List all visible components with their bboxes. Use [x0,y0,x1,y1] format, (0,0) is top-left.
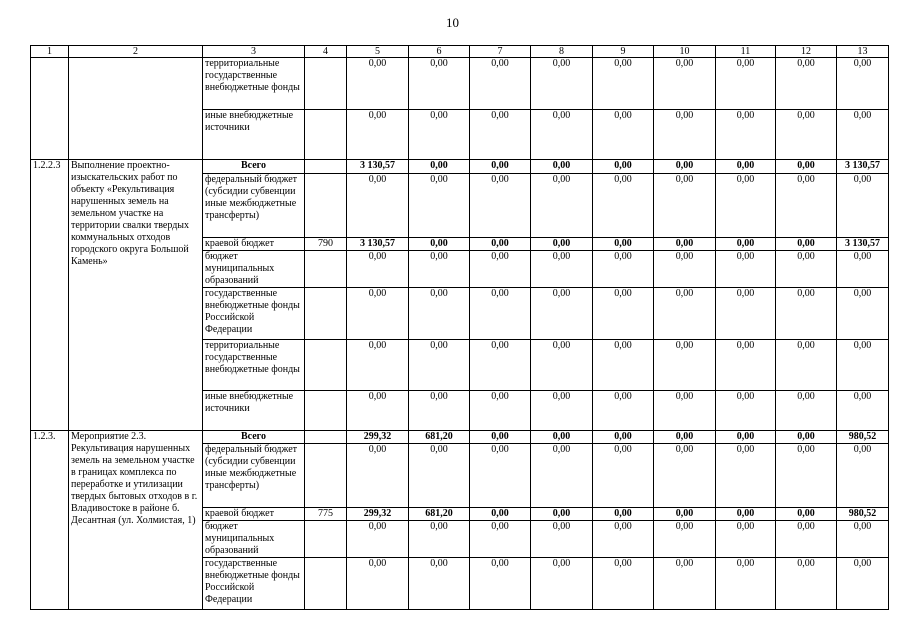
amount-cell: 0,00 [716,508,776,521]
amount-cell: 0,00 [716,391,776,431]
amount-cell: 0,00 [531,444,593,508]
amount-cell: 0,00 [409,160,470,174]
amount-cell: 0,00 [593,340,654,391]
budget-code [305,110,347,160]
budget-code: 775 [305,508,347,521]
amount-cell: 0,00 [593,391,654,431]
amount-cell: 0,00 [593,110,654,160]
amount-cell: 0,00 [716,340,776,391]
amount-cell: 0,00 [776,160,837,174]
amount-cell: 0,00 [776,110,837,160]
amount-cell: 0,00 [531,431,593,444]
amount-cell: 0,00 [716,431,776,444]
amount-cell: 0,00 [776,444,837,508]
column-header: 7 [470,46,531,58]
amount-cell: 0,00 [470,58,531,110]
amount-cell: 0,00 [837,58,889,110]
amount-cell: 0,00 [531,521,593,558]
amount-cell: 0,00 [470,431,531,444]
amount-cell: 0,00 [470,521,531,558]
amount-cell: 0,00 [409,58,470,110]
table-row [31,58,889,110]
amount-cell: 0,00 [716,558,776,610]
budget-table [30,45,889,610]
amount-cell: 0,00 [654,288,716,340]
amount-cell: 0,00 [347,174,409,238]
page-number: 10 [446,15,459,30]
amount-cell: 0,00 [776,431,837,444]
amount-cell: 0,00 [409,238,470,251]
amount-cell: 0,00 [470,444,531,508]
funding-source: бюджет муниципальных образований [203,521,305,558]
amount-cell: 0,00 [470,391,531,431]
funding-source: Всего [203,160,305,174]
amount-cell: 0,00 [347,251,409,288]
amount-cell: 0,00 [470,160,531,174]
amount-cell: 0,00 [716,174,776,238]
amount-cell: 0,00 [654,174,716,238]
amount-cell: 681,20 [409,508,470,521]
column-header: 2 [69,46,203,58]
amount-cell: 0,00 [593,58,654,110]
amount-cell: 0,00 [409,251,470,288]
amount-cell: 0,00 [776,58,837,110]
amount-cell: 0,00 [716,58,776,110]
budget-code [305,431,347,444]
amount-cell: 0,00 [409,174,470,238]
amount-cell: 980,52 [837,431,889,444]
column-header: 6 [409,46,470,58]
amount-cell: 0,00 [409,444,470,508]
amount-cell: 0,00 [654,558,716,610]
amount-cell: 0,00 [837,558,889,610]
amount-cell: 0,00 [716,288,776,340]
column-header: 11 [716,46,776,58]
amount-cell: 0,00 [531,110,593,160]
amount-cell: 0,00 [654,160,716,174]
amount-cell: 0,00 [716,521,776,558]
amount-cell: 0,00 [531,58,593,110]
amount-cell: 0,00 [837,251,889,288]
amount-cell: 0,00 [837,521,889,558]
amount-cell: 3 130,57 [837,238,889,251]
amount-cell: 0,00 [347,288,409,340]
amount-cell: 0,00 [470,340,531,391]
column-header: 13 [837,46,889,58]
table-row [31,160,889,174]
amount-cell: 0,00 [654,340,716,391]
amount-cell: 0,00 [593,431,654,444]
item-name: Мероприятие 2.3. Рекультивация нарушенных земель на земельном участке в границах комплекса по переработке и утилизации твердых бытовых отходов в г. Владивостоке в районе б. Десантная (ул. Холмистая, 1) [69,431,203,610]
amount-cell: 0,00 [776,558,837,610]
amount-cell: 0,00 [470,508,531,521]
funding-source: Всего [203,431,305,444]
amount-cell: 299,32 [347,431,409,444]
amount-cell: 0,00 [837,110,889,160]
amount-cell: 0,00 [531,160,593,174]
amount-cell: 0,00 [470,251,531,288]
amount-cell: 0,00 [776,521,837,558]
amount-cell: 0,00 [776,174,837,238]
amount-cell: 0,00 [409,391,470,431]
amount-cell: 980,52 [837,508,889,521]
amount-cell: 0,00 [593,251,654,288]
amount-cell: 0,00 [531,340,593,391]
amount-cell: 0,00 [776,340,837,391]
amount-cell: 0,00 [593,238,654,251]
amount-cell: 299,32 [347,508,409,521]
item-id [31,58,69,160]
amount-cell: 0,00 [470,110,531,160]
item-name [69,58,203,160]
budget-code [305,444,347,508]
amount-cell: 0,00 [470,288,531,340]
amount-cell: 0,00 [654,444,716,508]
amount-cell: 0,00 [531,238,593,251]
amount-cell: 0,00 [776,391,837,431]
amount-cell: 0,00 [837,288,889,340]
funding-source: бюджет муниципальных образований [203,251,305,288]
amount-cell: 0,00 [409,521,470,558]
amount-cell: 0,00 [837,174,889,238]
amount-cell: 0,00 [593,174,654,238]
amount-cell: 3 130,57 [347,160,409,174]
funding-source: иные внебюджетные источники [203,110,305,160]
item-id: 1.2.3. [31,431,69,610]
budget-code [305,160,347,174]
amount-cell: 0,00 [347,340,409,391]
funding-source: федеральный бюджет (субсидии субвенции иные межбюджетные трансферты) [203,444,305,508]
amount-cell: 0,00 [593,558,654,610]
amount-cell: 0,00 [347,110,409,160]
amount-cell: 0,00 [531,558,593,610]
table-row [31,431,889,444]
column-header: 9 [593,46,654,58]
amount-cell: 0,00 [347,521,409,558]
amount-cell: 0,00 [654,391,716,431]
amount-cell: 0,00 [593,288,654,340]
budget-code [305,58,347,110]
amount-cell: 0,00 [654,58,716,110]
budget-code: 790 [305,238,347,251]
amount-cell: 0,00 [716,110,776,160]
amount-cell: 0,00 [776,238,837,251]
budget-code [305,521,347,558]
amount-cell: 0,00 [531,288,593,340]
amount-cell: 0,00 [409,288,470,340]
amount-cell: 0,00 [654,251,716,288]
amount-cell: 3 130,57 [347,238,409,251]
amount-cell: 0,00 [347,391,409,431]
amount-cell: 0,00 [716,444,776,508]
amount-cell: 0,00 [531,251,593,288]
funding-source: территориальные государственные внебюджетные фонды [203,340,305,391]
amount-cell: 0,00 [716,238,776,251]
item-name: Выполнение проектно-изыскательских работ по объекту «Рекультивация нарушенных земель на земельном участке на территории свалки твердых коммунальных отходов городского округа Большой Камень» [69,160,203,431]
amount-cell: 0,00 [470,174,531,238]
column-header: 5 [347,46,409,58]
amount-cell: 0,00 [837,391,889,431]
amount-cell: 0,00 [531,508,593,521]
amount-cell: 0,00 [531,391,593,431]
funding-source: государственные внебюджетные фонды Российской Федерации [203,558,305,610]
column-header: 12 [776,46,837,58]
column-header: 8 [531,46,593,58]
amount-cell: 0,00 [470,558,531,610]
amount-cell: 0,00 [654,238,716,251]
amount-cell: 0,00 [776,251,837,288]
column-header: 1 [31,46,69,58]
column-number-row [31,46,889,58]
item-id: 1.2.2.3 [31,160,69,431]
amount-cell: 0,00 [776,288,837,340]
funding-source: государственные внебюджетные фонды Российской Федерации [203,288,305,340]
funding-source: краевой бюджет [203,238,305,251]
amount-cell: 0,00 [654,508,716,521]
amount-cell: 0,00 [716,160,776,174]
column-header: 4 [305,46,347,58]
amount-cell: 0,00 [347,558,409,610]
amount-cell: 0,00 [837,340,889,391]
amount-cell: 0,00 [776,508,837,521]
amount-cell: 0,00 [593,508,654,521]
amount-cell: 0,00 [593,521,654,558]
amount-cell: 0,00 [409,110,470,160]
budget-code [305,391,347,431]
amount-cell: 3 130,57 [837,160,889,174]
amount-cell: 0,00 [654,431,716,444]
budget-code [305,251,347,288]
amount-cell: 0,00 [716,251,776,288]
amount-cell: 0,00 [470,238,531,251]
amount-cell: 0,00 [409,340,470,391]
amount-cell: 0,00 [654,521,716,558]
table-body [31,46,889,610]
budget-code [305,288,347,340]
funding-source: краевой бюджет [203,508,305,521]
budget-code [305,174,347,238]
amount-cell: 0,00 [409,558,470,610]
amount-cell: 0,00 [837,444,889,508]
funding-source: федеральный бюджет (субсидии субвенции иные межбюджетные трансферты) [203,174,305,238]
funding-source: территориальные государственные внебюджетные фонды [203,58,305,110]
amount-cell: 0,00 [347,444,409,508]
amount-cell: 681,20 [409,431,470,444]
budget-code [305,340,347,391]
funding-source: иные внебюджетные источники [203,391,305,431]
amount-cell: 0,00 [531,174,593,238]
amount-cell: 0,00 [593,160,654,174]
amount-cell: 0,00 [347,58,409,110]
column-header: 3 [203,46,305,58]
amount-cell: 0,00 [654,110,716,160]
column-header: 10 [654,46,716,58]
amount-cell: 0,00 [593,444,654,508]
budget-code [305,558,347,610]
